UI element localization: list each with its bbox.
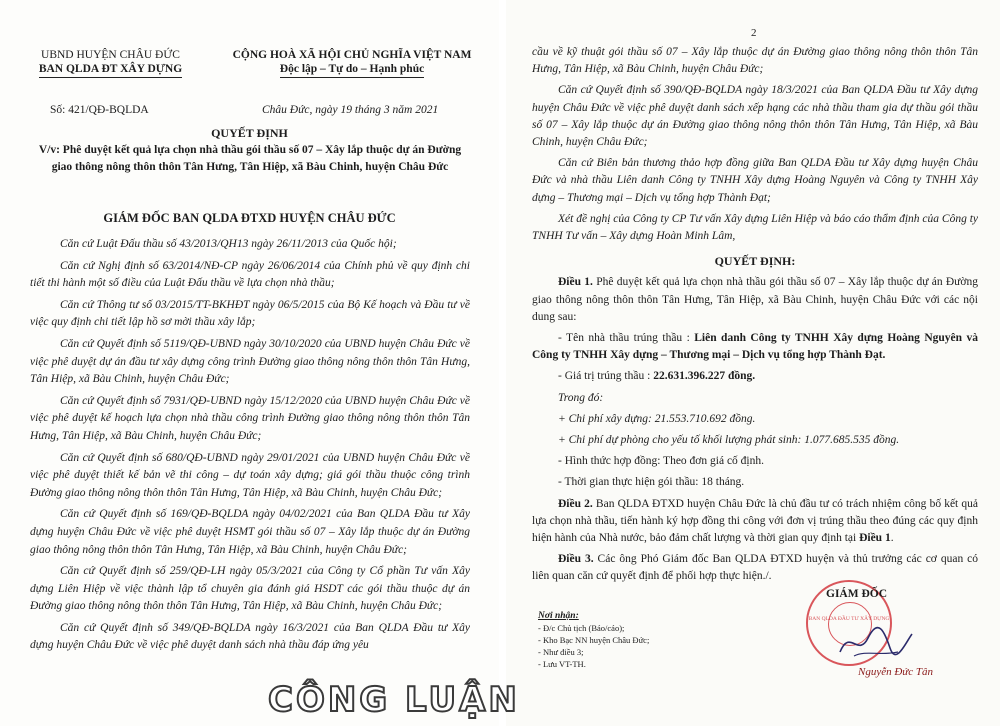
seal-text: BAN QLDA ĐẦU TƯ XÂY DỰNG bbox=[808, 616, 890, 622]
article-2 bbox=[532, 496, 978, 548]
cost-construction: + Chi phí xây dựng: 21.553.710.692 đồng. bbox=[558, 412, 756, 425]
preamble-paragraph: Căn cứ Quyết định số 349/QĐ-BQLDA ngày 16/3/2021 của Ban QLDA Đầu tư Xây dựng huyện Châu Đức về việc phê duyệt danh sách nhà thầu đáp ứng yêu bbox=[30, 621, 470, 652]
article-2-ref: Điều 1 bbox=[859, 532, 891, 545]
article-1-label: Điều 1. bbox=[558, 276, 593, 289]
article-2-end: . bbox=[890, 532, 894, 545]
contract-form: - Hình thức hợp đồng: Theo đơn giá cố định. bbox=[558, 455, 764, 468]
recipient-item: - Kho Bạc NN huyện Châu Đức; bbox=[538, 635, 650, 645]
recipients-block bbox=[538, 610, 738, 670]
value-line bbox=[532, 368, 978, 385]
winner-line bbox=[532, 330, 978, 364]
winner-name: Liên danh Công ty TNHH Xây dựng Hoàng Nguyên và Công ty TNHH Xây dựng – Thương mại – Dịch vụ tổng hợp Thành Đạt. bbox=[532, 332, 978, 362]
preamble-paragraph: Căn cứ Thông tư số 03/2015/TT-BKHĐT ngày 06/5/2015 của Bộ Kế hoạch và Đầu tư về việc quy định chi tiết lập hồ sơ mời thầu xây lắp; bbox=[30, 298, 470, 329]
preamble-paragraph: Căn cứ Quyết định số 5119/QĐ-UBND ngày 30/10/2020 của UBND huyện Châu Đức về việc phê duyệt dự án đầu tư xây dựng công trình Đường giao thông nông thôn thôn Tân Hưng, Tân Hiệp, xã Bàu Chinh, huyện Châu Đức; bbox=[30, 337, 470, 386]
recipient-item: - Đ/c Chủ tịch (Báo/cáo); bbox=[538, 623, 625, 633]
preamble-paragraph: Căn cứ Luật Đấu thầu số 43/2013/QH13 ngày 26/11/2013 của Quốc hội; bbox=[60, 238, 397, 250]
authority-heading: GIÁM ĐỐC BAN QLDA ĐTXD HUYỆN CHÂU ĐỨC bbox=[103, 211, 396, 225]
recipients-title: Nơi nhận: bbox=[538, 611, 579, 621]
preamble-paragraph: Căn cứ Quyết định số 169/QĐ-BQLDA ngày 04/02/2021 của Ban QLDA Đầu tư Xây dựng huyện Châu Đức về việc phê duyệt HSMT gói thầu số 07 – Xây lắp thuộc dự án Đường giao thông nông thôn thôn Tân Hưng, Tân Hiệp, xã Bàu Chinh, huyện Châu Đức; bbox=[30, 508, 470, 556]
issuing-agency bbox=[8, 48, 213, 78]
article-1 bbox=[532, 274, 978, 326]
preamble-paragraph: Căn cứ Quyết định số 259/QĐ-LH ngày 05/3/2021 của Công ty Cổ phần Tư vấn Xây dựng Liên Hiệp về việc thành lập tổ chuyên gia đánh giá HSDT các gói thầu thuộc dự án Đường giao thông nông thôn thôn Tân Hưng, Tân Hiệp, xã Bàu Chinh, huyện Châu Đức; bbox=[30, 565, 470, 613]
duration: - Thời gian thực hiện gói thầu: 18 tháng. bbox=[558, 476, 745, 489]
preamble-paragraph: Căn cứ Biên bản thương thảo hợp đồng giữa Ban QLDA Đầu tư Xây dựng huyện Châu Đức và nhà thầu Liên danh Công ty TNHH Xây dựng Hoàng Nguyên và Công ty TNHH Xây dựng – Thương mại – Dịch vụ tổng hợp Thành Đạt; bbox=[532, 157, 978, 204]
document-number: Số: 421/QĐ-BQLDA bbox=[50, 104, 149, 116]
cost-contingency: + Chi phí dự phòng cho yếu tố khối lượng phát sinh: 1.077.685.535 đồng. bbox=[558, 434, 900, 447]
preamble-paragraph: Căn cứ Nghị định số 63/2014/NĐ-CP ngày 26/06/2014 của Chính phủ về quy định chi tiết thi hành một số điều của Luật Đấu thầu về lựa chọn nhà thầu; bbox=[30, 259, 470, 290]
agency-line-2: BAN QLDA ĐT XÂY DỰNG bbox=[39, 62, 182, 78]
agency-line-1: UBND HUYỆN CHÂU ĐỨC bbox=[41, 49, 180, 61]
recipient-item: - Lưu VT-TH. bbox=[538, 659, 586, 669]
article-3-label: Điều 3. bbox=[558, 553, 594, 566]
signer-name: Nguyễn Đức Tân bbox=[858, 666, 934, 678]
article-1-text: Phê duyệt kết quả lựa chọn nhà thầu gói thầu số 07 – Xây lắp thuộc dự án Đường giao thông nông thôn thôn Tân Hưng, Tân Hiệp, xã Bàu Chinh, huyện Châu Đức với các nội dung sau: bbox=[532, 276, 978, 323]
document-title: QUYẾT ĐỊNH bbox=[211, 126, 288, 140]
national-motto bbox=[232, 48, 472, 78]
signer-title: GIÁM ĐỐC bbox=[826, 588, 888, 600]
motto-line-1: CỘNG HOÀ XÃ HỘI CHỦ NGHĨA VIỆT NAM bbox=[232, 49, 472, 61]
preamble-paragraph: Căn cứ Quyết định số 680/QĐ-UBND ngày 29/01/2021 của UBND huyện Châu Đức về việc phê duyệt thiết kế bản vẽ thi công – dự toán xây dựng; giá gói thầu thuộc công trình Đường giao thông nông thôn thôn Tân Hưng, Tân Hiệp, xã Bàu Chinh, huyện Châu Đức; bbox=[30, 451, 470, 499]
document-subject: V/v: Phê duyệt kết quả lựa chọn nhà thầu gói thầu số 07 – Xây lắp thuộc dự án Đường giao thông nông thôn thôn Tân Hưng, Tân Hiệp, xã Bàu Chinh, huyện Châu Đức bbox=[38, 144, 462, 173]
preamble-paragraph: Xét đề nghị của Công ty CP Tư vấn Xây dựng Liên Hiệp và báo cáo thẩm định của Công ty TNHH Tư vấn – Xây dựng Hoàn Minh Lâm, bbox=[532, 212, 978, 243]
value-amount: 22.631.396.227 đồng. bbox=[653, 370, 756, 383]
page-gap bbox=[499, 0, 506, 726]
document-page-2 bbox=[506, 0, 1000, 726]
recipient-item: - Như điều 3; bbox=[538, 647, 584, 657]
including-label: Trong đó: bbox=[558, 391, 604, 404]
article-3-text: Các ông Phó Giám đốc Ban QLDA ĐTXD huyện và thủ trưởng các cơ quan có liên quan căn cứ quyết định để phối hợp thực hiện./. bbox=[532, 553, 979, 583]
document-date: Châu Đức, ngày 19 tháng 3 năm 2021 bbox=[262, 104, 439, 116]
value-label: - Giá trị trúng thầu : bbox=[558, 370, 654, 383]
signature-icon bbox=[836, 622, 916, 662]
document-page-1 bbox=[0, 0, 499, 726]
page-number: 2 bbox=[751, 27, 757, 39]
article-3 bbox=[532, 551, 978, 585]
preamble-paragraph: Căn cứ Quyết định số 390/QĐ-BQLDA ngày 18/3/2021 của Ban QLDA Đầu tư Xây dựng huyện Châu Đức về việc phê duyệt danh sách xếp hạng các nhà thầu tham gia dự thầu gói thầu số 07 – Xây lắp thuộc dự án Đường giao thông nông thôn thôn Tân Hưng, Tân Hiệp, xã Bàu Chinh, huyện Châu Đức; bbox=[532, 84, 978, 149]
preamble-body bbox=[30, 236, 470, 659]
winner-label: - Tên nhà thầu trúng thầu : bbox=[558, 332, 695, 345]
decision-body bbox=[532, 44, 978, 590]
publisher-watermark: CÔNG LUẬN bbox=[268, 680, 520, 720]
decision-title: QUYẾT ĐỊNH: bbox=[714, 254, 796, 269]
article-2-label: Điều 2. bbox=[558, 497, 593, 510]
motto-line-2: Độc lập – Tự do – Hạnh phúc bbox=[280, 62, 424, 78]
article-2-text: Ban QLDA ĐTXD huyện Châu Đức là chủ đầu tư có trách nhiệm công bố kết quả lựa chọn nhà thầu, tiến hành ký hợp đồng thi công với đơn vị trúng thầu theo đúng các quy định hiện hành của Nhà nước, bảo đảm chất lượng và thời gian quy định tại bbox=[532, 497, 979, 545]
preamble-paragraph: Căn cứ Quyết định số 7931/QĐ-UBND ngày 15/12/2020 của UBND huyện Châu Đức về việc phê duyệt kế hoạch lựa chọn nhà thầu công trình Đường giao thông nông thôn thôn Tân Hưng, Tân Hiệp, xã Bàu Chinh, huyện Châu Đức; bbox=[30, 394, 470, 442]
preamble-paragraph: cầu về kỹ thuật gói thầu số 07 – Xây lắp thuộc dự án Đường giao thông nông thôn thôn Tân Hưng, Tân Hiệp, xã Bàu Chinh, huyện Châu Đức; bbox=[532, 46, 978, 76]
